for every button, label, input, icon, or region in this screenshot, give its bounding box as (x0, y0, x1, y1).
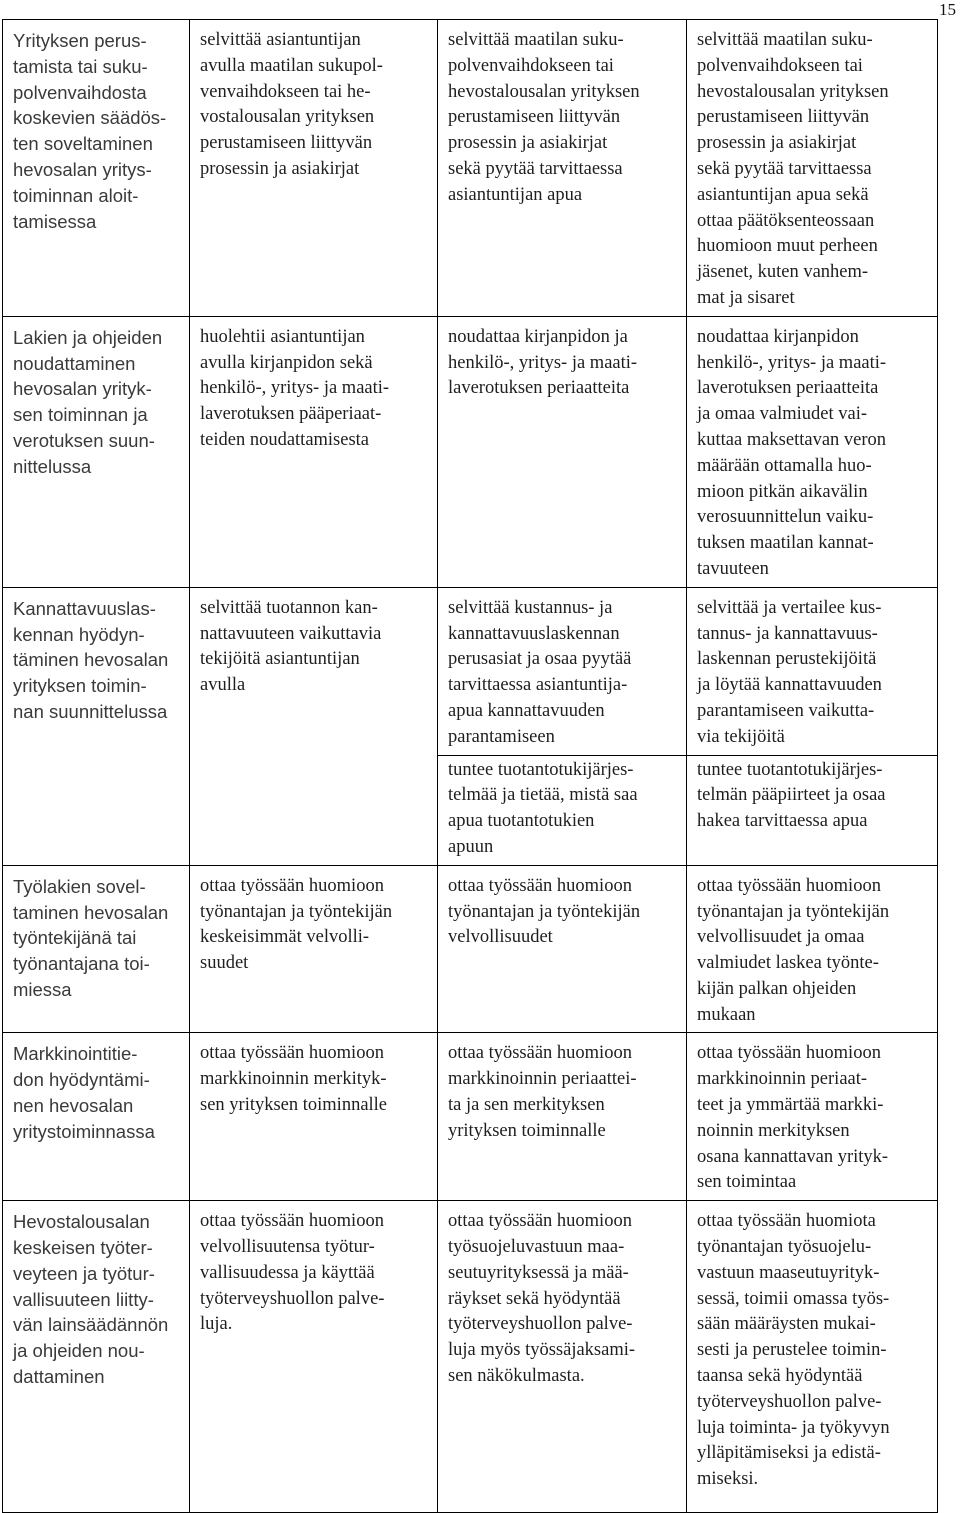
text-line: ottaa työssään huomioon (200, 1043, 384, 1064)
text-line: noudattaminen (13, 352, 136, 374)
text-line: taminen hevosalan (13, 901, 169, 923)
criterion-cell (3, 1033, 190, 1201)
text-line: ja löytää kannattavuuden (697, 675, 882, 696)
text-line: huolehtii asiantuntijan (200, 326, 365, 347)
table-row (3, 1201, 938, 1513)
text-line: selvittää kustannus- ja (448, 597, 613, 618)
text-line: venvaihdokseen tai he- (200, 81, 371, 102)
text-line: selvittää asiantuntijan (200, 30, 361, 50)
text-line: täminen hevosalan (13, 649, 169, 671)
text-line: laverotuksen periaatteita (697, 378, 879, 399)
text-line: tavuuteen (697, 558, 769, 579)
text-line: Hevostalousalan (13, 1211, 150, 1233)
text-line: luja. (200, 1314, 233, 1335)
text-line: velvollisuutensa työtur- (200, 1237, 375, 1258)
text-line: verosuunnittelun vaiku- (697, 507, 874, 528)
text-line: Kannattavuuslas- (13, 597, 156, 619)
text-line: tuntee tuotantotukijärjes- (448, 759, 634, 780)
level-3-cell (687, 865, 938, 1033)
text-line: perustamiseen liittyvän (448, 107, 621, 128)
text-line: ja ohjeiden nou- (13, 1340, 145, 1362)
text-line: työsuojeluvastuun maa- (448, 1237, 625, 1258)
text-line: mioon pitkän aikavälin (697, 481, 868, 502)
text-line: ottaa työssään huomioon (200, 1211, 384, 1232)
text-line: tarvittaessa asiantuntija- (448, 675, 628, 696)
text-line: telmää ja tietää, mistä saa (448, 785, 638, 806)
text-line: markkinoinnin periaat- (697, 1069, 868, 1090)
level-1-cell (190, 1201, 438, 1513)
text-line: seutuyrityksessä ja mää- (448, 1262, 629, 1283)
text-line: teiden noudattamisesta (200, 429, 370, 450)
text-line: luja toiminta- ja työkyvyn (697, 1417, 890, 1438)
text-line: suudet (200, 953, 249, 974)
text-line: hevosalan yrityk- (13, 378, 152, 400)
text-line: parantamiseen vaikutta- (697, 700, 875, 721)
text-line: Markkinointitie- (13, 1043, 138, 1065)
text-line: ottaa työssään huomioon (448, 1211, 632, 1232)
criterion-cell (3, 20, 190, 317)
level-1-cell (190, 865, 438, 1033)
assessment-criteria-table (2, 19, 938, 1513)
table-row (3, 1033, 938, 1201)
text-line: prosessin ja asiakirjat (200, 158, 360, 179)
text-line: velvollisuudet (448, 927, 553, 948)
page-number: 15 (939, 0, 956, 19)
text-line: yrityksen toimin- (13, 675, 147, 697)
text-line: henkilö-, yritys- ja maati- (448, 352, 638, 373)
text-line: teet ja ymmärtää markki- (697, 1095, 884, 1116)
text-line: ottaa työssään huomioon (448, 1043, 632, 1064)
text-line: veyteen ja työtur- (13, 1262, 155, 1284)
text-line: luja myös työssäjaksami- (448, 1340, 636, 1361)
text-line: sen näkökulmasta. (448, 1366, 585, 1387)
text-line: markkinoinnin periaattei- (448, 1069, 637, 1090)
text-line: perusasiat ja osaa pyytää (448, 649, 632, 670)
text-line: yrityksen toiminnalle (448, 1120, 606, 1141)
text-line: määrään ottamalla huo- (697, 455, 872, 476)
text-line: nen hevosalan (13, 1095, 134, 1117)
level-3-cell (687, 20, 938, 317)
text-line: nittelussa (13, 455, 92, 477)
text-line: tekijöitä asiantuntijan (200, 649, 360, 670)
text-line: osana kannattavan yrityk- (697, 1146, 889, 1167)
text-line: henkilö-, yritys- ja maati- (200, 378, 390, 399)
text-line: Yrityksen perus- (13, 30, 147, 51)
text-line: avulla (200, 675, 246, 696)
table-row (3, 20, 938, 317)
text-line: dattaminen (13, 1366, 105, 1388)
text-line: verotuksen suun- (13, 429, 155, 451)
text-line: työnantajan työsuojelu- (697, 1237, 872, 1258)
sub-cell (438, 755, 686, 861)
text-line: tannus- ja kannattavuus- (697, 623, 878, 644)
text-line: perustamiseen liittyvän (697, 107, 870, 128)
text-line: hevostalousalan yrityksen (448, 81, 640, 102)
table-row (3, 316, 938, 587)
text-line: miessa (13, 978, 72, 1000)
text-line: laverotuksen pääperiaat- (200, 404, 382, 425)
text-line: kannattavuuslaskennan (448, 623, 620, 644)
criterion-cell (3, 316, 190, 587)
text-line: vallisuuteen liitty- (13, 1288, 154, 1310)
text-line: ta ja sen merkityksen (448, 1095, 605, 1116)
text-line: taansa sekä hyödyntää (697, 1366, 863, 1387)
text-line: ylläpitämiseksi ja edistä- (697, 1443, 881, 1464)
text-line: työterveyshuollon palve- (200, 1288, 385, 1309)
text-line: miseksi. (697, 1469, 759, 1490)
text-line: sesti ja perustelee toimin- (697, 1340, 887, 1361)
text-line: ottaa työssään huomioon (448, 875, 632, 896)
criterion-cell (3, 587, 190, 865)
level-2-cell (438, 1033, 687, 1201)
level-2-cell (438, 587, 687, 865)
text-line: polvenvaihdosta (13, 81, 147, 103)
text-line: hakea tarvittaessa apua (697, 811, 868, 832)
level-2-cell (438, 20, 687, 317)
text-line: työntekijänä tai (13, 927, 137, 949)
level-3-cell (687, 587, 938, 865)
text-line: selvittää maatilan suku- (697, 30, 873, 50)
text-line: ottaa työssään huomiota (697, 1211, 876, 1232)
text-line: työterveyshuollon palve- (697, 1391, 882, 1412)
text-line: asiantuntijan apua (448, 184, 583, 205)
text-line: perustamiseen liittyvän (200, 133, 373, 154)
level-1-cell (190, 587, 438, 865)
text-line: noinnin merkityksen (697, 1120, 850, 1141)
level-3-cell (687, 316, 938, 587)
text-line: telmän pääpiirteet ja osaa (697, 785, 886, 806)
text-line: ten soveltaminen (13, 133, 153, 155)
text-line: työnantajan ja työntekijän (697, 901, 890, 922)
text-line: prosessin ja asiakirjat (448, 133, 608, 154)
text-line: sen toimintaa (697, 1172, 797, 1193)
text-line: vän lainsäädännön (13, 1314, 169, 1336)
text-line: keskeisen työter- (13, 1237, 153, 1259)
level-2-cell (438, 865, 687, 1033)
text-line: vostalousalan yrityksen (200, 107, 375, 128)
text-line: työterveyshuollon palve- (448, 1314, 633, 1335)
text-line: Työlakien sovel- (13, 875, 146, 897)
text-line: nattavuuteen vaikuttavia (200, 623, 382, 644)
text-line: vallisuudessa ja käyttää (200, 1262, 375, 1283)
criterion-cell (3, 865, 190, 1033)
text-line: tuntee tuotantotukijärjes- (697, 759, 883, 780)
text-line: via tekijöitä (697, 726, 785, 747)
text-line: sään määräysten mukai- (697, 1314, 876, 1335)
text-line: selvittää tuotannon kan- (200, 597, 378, 618)
level-3-cell (687, 1033, 938, 1201)
level-2-cell (438, 1201, 687, 1513)
text-line: avulla maatilan sukupol- (200, 55, 383, 76)
text-line: selvittää ja vertailee kus- (697, 597, 882, 618)
sub-cell (687, 755, 937, 835)
text-line: laskennan perustekijöitä (697, 649, 877, 670)
level-2-cell (438, 316, 687, 587)
text-line: sekä pyytää tarvittaessa (448, 158, 623, 179)
text-line: yritystoiminnassa (13, 1120, 155, 1142)
criterion-cell (3, 1201, 190, 1513)
text-line: apuun (448, 836, 494, 857)
text-line: ottaa päätöksenteossaan (697, 210, 875, 231)
text-line: räykset sekä hyödyntää (448, 1288, 621, 1309)
text-line: velvollisuudet ja omaa (697, 927, 865, 948)
text-line: noudattaa kirjanpidon (697, 326, 859, 347)
text-line: keskeisimmät velvolli- (200, 927, 370, 948)
text-line: selvittää maatilan suku- (448, 30, 624, 50)
text-line: jäsenet, kuten vanhem- (697, 262, 869, 283)
text-line: sen yrityksen toiminnalle (200, 1095, 388, 1116)
text-line: valmiudet laskea työnte- (697, 953, 879, 974)
text-line: mukaan (697, 1004, 756, 1025)
text-line: hevostalousalan yrityksen (697, 81, 889, 102)
text-line: polvenvaihdokseen tai (448, 55, 614, 76)
text-line: hevosalan yritys- (13, 158, 152, 180)
text-line: koskevien säädös- (13, 107, 167, 129)
text-line: asiantuntijan apua sekä (697, 184, 869, 205)
text-line: noudattaa kirjanpidon ja (448, 326, 628, 347)
text-line: vastuun maaseutuyrityk- (697, 1262, 880, 1283)
text-line: polvenvaihdokseen tai (697, 55, 863, 76)
text-line: tamisessa (13, 210, 97, 232)
level-1-cell (190, 20, 438, 317)
text-line: tamista tai suku- (13, 55, 148, 77)
text-line: toiminnan aloit- (13, 184, 139, 206)
text-line: kijän palkan ohjeiden (697, 978, 857, 999)
text-line: työnantajan ja työntekijän (200, 901, 393, 922)
level-3-cell (687, 1201, 938, 1513)
table-row (3, 865, 938, 1033)
text-line: nan suunnittelussa (13, 700, 168, 722)
text-line: prosessin ja asiakirjat (697, 133, 857, 154)
table-row (3, 587, 938, 865)
text-line: sen toiminnan ja (13, 404, 148, 426)
text-line: mat ja sisaret (697, 287, 795, 308)
text-line: kennan hyödyn- (13, 623, 145, 645)
text-line: työnantajan ja työntekijän (448, 901, 641, 922)
text-line: ottaa työssään huomioon (697, 1043, 881, 1064)
text-line: henkilö-, yritys- ja maati- (697, 352, 887, 373)
text-line: ja omaa valmiudet vai- (697, 404, 868, 425)
text-line: Lakien ja ohjeiden (13, 326, 163, 348)
text-line: parantamiseen (448, 726, 555, 747)
text-line: apua kannattavuuden (448, 700, 605, 721)
text-line: don hyödyntämi- (13, 1069, 150, 1091)
text-line: huomioon muut perheen (697, 236, 878, 257)
text-line: työnantajana toi- (13, 953, 150, 975)
text-line: ottaa työssään huomioon (200, 875, 384, 896)
text-line: markkinoinnin merkityk- (200, 1069, 387, 1090)
text-line: apua tuotantotukien (448, 811, 595, 832)
level-1-cell (190, 1033, 438, 1201)
text-line: kuttaa maksettavan veron (697, 429, 887, 450)
text-line: avulla kirjanpidon sekä (200, 352, 373, 373)
level-1-cell (190, 316, 438, 587)
text-line: laverotuksen periaatteita (448, 378, 630, 399)
text-line: sessä, toimii omassa työs- (697, 1288, 890, 1309)
text-line: ottaa työssään huomioon (697, 875, 881, 896)
text-line: sekä pyytää tarvittaessa (697, 158, 872, 179)
text-line: tuksen maatilan kannat- (697, 533, 874, 554)
